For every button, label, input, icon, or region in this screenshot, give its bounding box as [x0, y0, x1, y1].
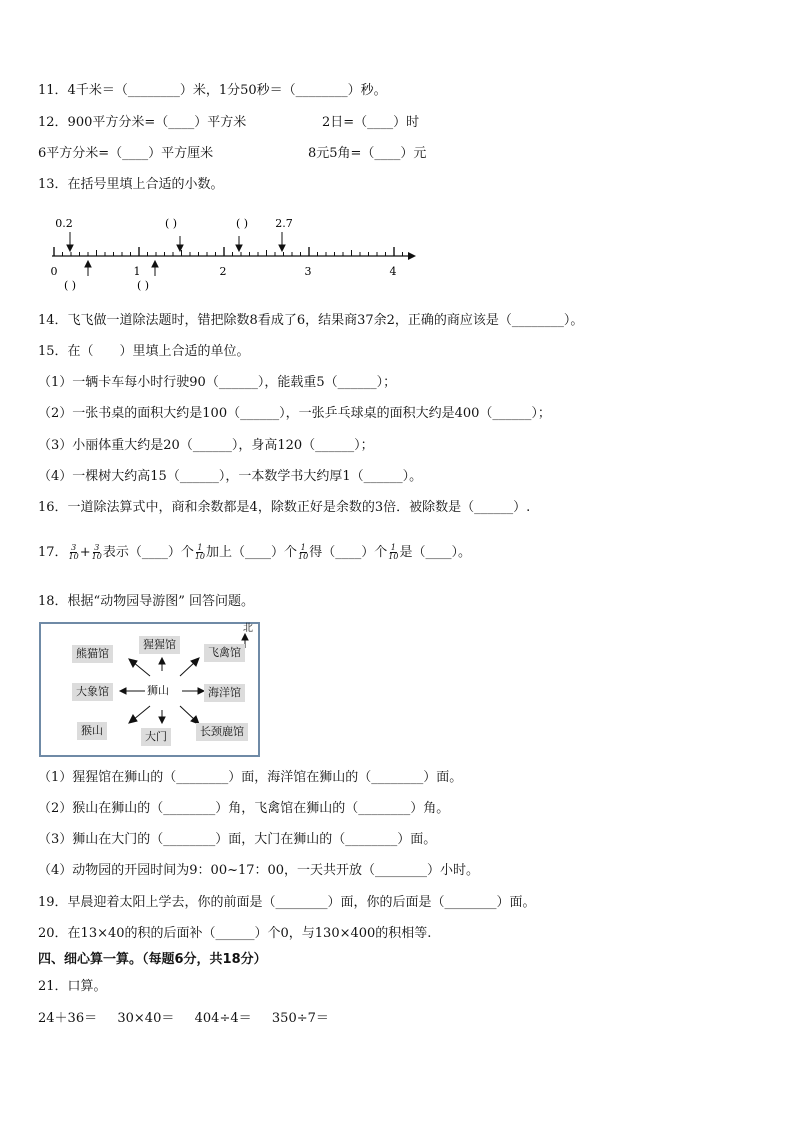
- q21-expr-3: 404÷4＝: [194, 1011, 252, 1026]
- question-12-c: 6平方分米=（____）平方厘米: [38, 146, 214, 161]
- question-15-item-2: （2）一张书桌的面积大约是100（______），一张乒乓球桌的面积大约是400（______）；: [38, 406, 551, 421]
- fraction-2: $\frac{3}{10}$: [91, 543, 102, 561]
- question-18-item-1: （1）猩猩馆在狮山的（________）面，海洋馆在狮山的（________）面。: [38, 770, 463, 785]
- place-gate: 大门: [141, 728, 171, 746]
- question-15-item-4: （4）一棵树大约高15（______），一本数学书大约厚1（______）。: [38, 469, 423, 484]
- axis-arrow: [408, 252, 416, 260]
- question-19: 19．早晨迎着太阳上学去，你的前面是（________）面，你的后面是（________）面。: [38, 895, 536, 910]
- bottom-label-0: ( ): [63, 279, 77, 292]
- zoo-map: [39, 622, 260, 757]
- question-18-item-2: （2）猴山在狮山的（________）角，飞禽馆在狮山的（________）角。: [38, 801, 450, 816]
- axis-label-1: 1: [133, 265, 141, 278]
- question-20: 20．在13×40的积的后面补（______）个0，与130×400的积相等.: [38, 926, 432, 941]
- question-21-title: 21．口算。: [38, 979, 107, 994]
- tick-marks: [54, 247, 403, 256]
- question-12-b: 2日=（____）时: [322, 115, 420, 130]
- place-elephant: 大象馆: [72, 683, 113, 701]
- place-chimp: 猩猩馆: [139, 636, 180, 654]
- place-lion: 狮山: [147, 684, 169, 697]
- top-label-0: 0.2: [55, 217, 73, 230]
- question-18-title: 18．根据“动物园导游图” 回答问题。: [38, 594, 254, 609]
- section-4-heading: 四、细心算一算。（每题6分，共18分）: [38, 952, 267, 967]
- bottom-label-1: ( ): [136, 279, 150, 292]
- place-ocean: 海洋馆: [204, 684, 245, 702]
- axis-label-3: 3: [304, 265, 312, 278]
- question-12-d: 8元5角=（____）元: [308, 146, 427, 161]
- question-13: 13．在括号里填上合适的小数。: [38, 177, 224, 192]
- q21-expr-1: 24＋36＝: [38, 1011, 98, 1026]
- q21-expr-4: 350÷7＝: [271, 1011, 329, 1026]
- question-12-a: 12．900平方分米=（____）平方米: [38, 115, 247, 130]
- place-giraffe: 长颈鹿馆: [196, 723, 248, 741]
- q17-part-2: 加上（____）个: [206, 545, 298, 560]
- place-panda: 熊猫馆: [72, 645, 113, 663]
- fraction-3: $\frac{1}{10}$: [194, 543, 206, 561]
- q17-plus: +: [79, 545, 91, 560]
- question-15-item-3: （3）小丽体重大约是20（______），身高120（______）；: [38, 438, 374, 453]
- axis-label-4: 4: [389, 265, 397, 278]
- fraction-4: $\frac{1}{10}$: [298, 543, 309, 561]
- place-monkey: 猴山: [77, 722, 107, 740]
- top-label-2: ( ): [235, 217, 249, 230]
- top-label-3: 2.7: [275, 217, 293, 230]
- question-16: 16．一道除法算式中，商和余数都是4，除数正好是余数的3倍．被除数是（______）.: [38, 500, 531, 515]
- q17-part-1: 表示（____）个: [102, 545, 194, 560]
- top-label-1: ( ): [164, 217, 178, 230]
- question-18-item-3: （3）狮山在大门的（________）面，大门在狮山的（________）面。: [38, 832, 437, 847]
- q21-expr-2: 30×40＝: [117, 1011, 175, 1026]
- fraction-1: $\frac{3}{10}$: [68, 543, 79, 561]
- north-label: 北: [243, 623, 253, 634]
- q21-expression-row: [38, 1010, 329, 1028]
- question-17: [38, 544, 471, 562]
- q17-part-3: 得（____）个: [309, 545, 388, 560]
- down-arrows: [67, 232, 285, 251]
- place-bird: 飞禽馆: [204, 644, 245, 662]
- question-11: 11．4千米＝（________）米，1分50秒＝（________）秒。: [38, 83, 387, 98]
- q17-prefix: 17．: [38, 545, 68, 560]
- fraction-5: $\frac{1}{10}$: [388, 543, 399, 561]
- question-15-item-1: （1）一辆卡车每小时行驶90（______），能载重5（______）；: [38, 375, 397, 390]
- axis-label-2: 2: [219, 265, 227, 278]
- axis-label-0: 0: [50, 265, 58, 278]
- number-line: [44, 210, 424, 295]
- question-14: 14．飞飞做一道除法题时，错把除数8看成了6，结果商37余2，正确的商应该是（________）。: [38, 313, 584, 328]
- q17-part-4: 是（____）。: [399, 545, 471, 560]
- question-18-item-4: （4）动物园的开园时间为9：00~17：00，一天共开放（________）小时。: [38, 863, 480, 878]
- up-arrows: [85, 261, 158, 276]
- question-15-title: 15．在（ ）里填上合适的单位。: [38, 344, 250, 359]
